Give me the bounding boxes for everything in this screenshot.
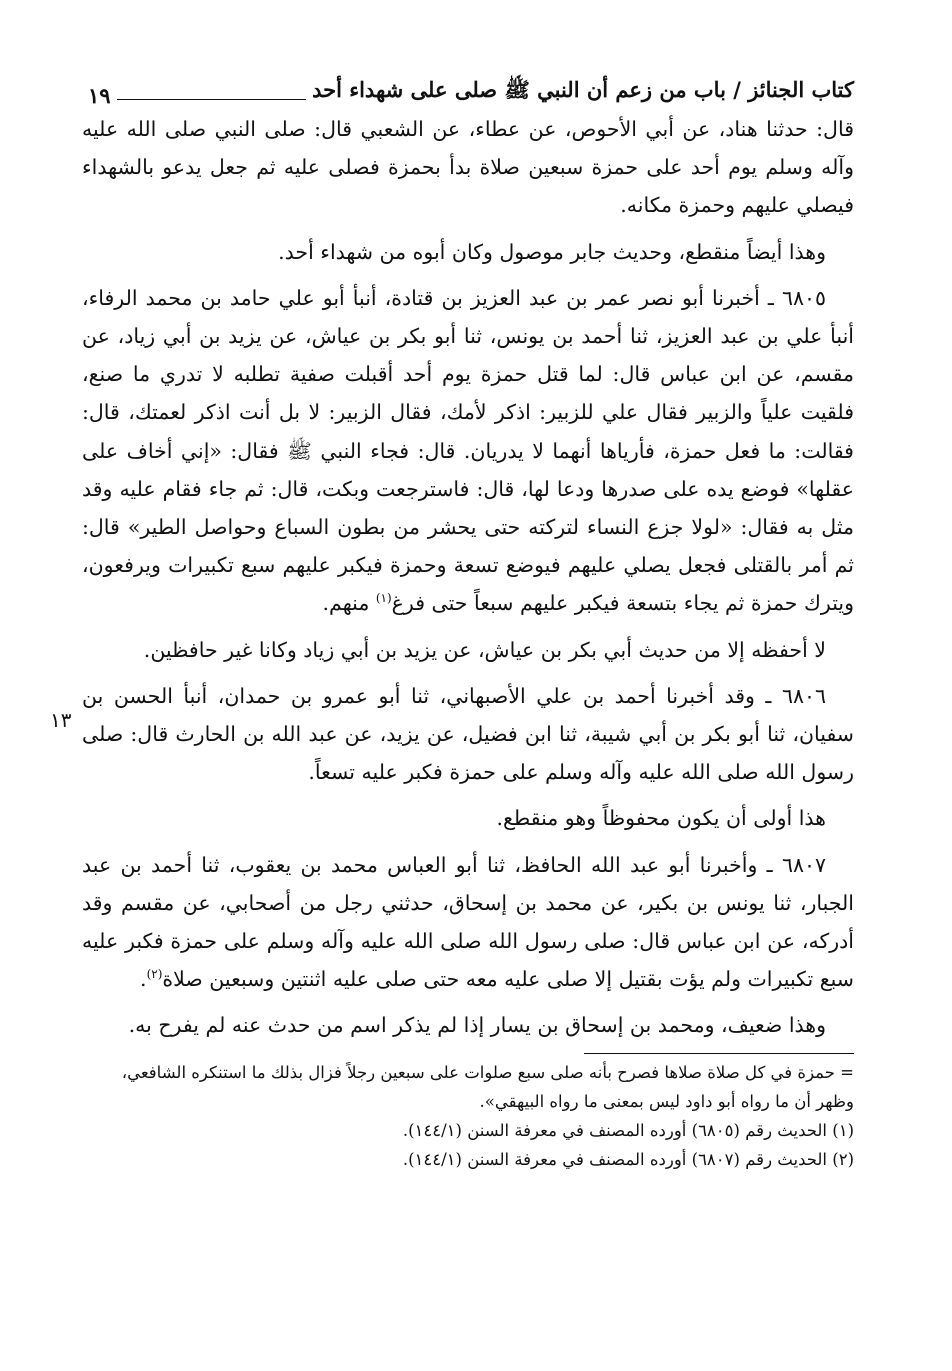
footnote-separator (584, 1053, 854, 1054)
footnotes (82, 1058, 854, 1174)
header-rule (117, 99, 307, 100)
running-header (82, 72, 854, 108)
paragraph-text: ٦٨٠٥ ـ أخبرنا أبو نصر عمر بن عبد العزيز بن قتادة، أنبأ أبو علي حامد بن محمد الرفاء، أنبأ علي بن عبد العزيز، ثنا أحمد بن يونس، ثنا أبو بكر بن عياش، عن يزيد بن أبي زياد، عن مقسم، عن ابن عباس قال: لما قتل حمزة يوم أحد أقبلت صفية تطلبه لا تدري ما صنع، فلقيت علياً والزبير فقال علي للزبير: اذكر لأمك، فقال الزبير: لا بل أنت اذكر لعمتك، قال: فقالت: ما فعل حمزة، فأرياها أنهما لا يدريان. قال: فجاء النبي ﷺ فقال: «إني أخاف على عقلها» فوضع يده على صدرها ودعا لها، قال: فاسترجعت وبكت، قال: ثم جاء فقام عليه وقد مثل به فقال: «لولا جزع النساء لتركته حتى يحشر من بطون السباع وحواصل الطير» قال: ثم أمر بالقتلى فجعل يصلي عليهم فيوضع تسعة وحمزة فيكبر عليهم سبع تكبيرات ويرفعون، ويترك حمزة ثم يجاء بتسعة فيكبر عليهم سبعاً حتى فرغ (82, 285, 854, 616)
footnote-ref-2: (٢) (146, 967, 163, 982)
paragraph-tail: منهم. (322, 591, 376, 616)
paragraph: قال: حدثنا هناد، عن أبي الأحوص، عن عطاء، عن الشعبي قال: صلى النبي صلى الله عليه وآله وسلم يوم أحد على حمزة سبعين صلاة بدأ بحمزة فصلى عليه ثم جعل يدعو بالشهداء فيصلي عليهم وحمزة مكانه. (82, 117, 854, 218)
footnote-continued: = حمزة في كل صلاة صلاها فصرح بأنه صلى سبع صلوات على سبعين رجلاً فزال بذلك ما استنكره الشافعي، وظهر أن ما رواه أبو داود ليس بمعنى ما رواه البيهقي». (121, 1062, 854, 1111)
page-number: ١٩ (88, 83, 111, 108)
footnote-ref-1: (١) (375, 591, 392, 606)
paragraph-hadith-6805 (82, 279, 854, 623)
main-text (82, 110, 854, 1045)
footnote-1: (١) الحديث رقم (٦٨٠٥) أورده المصنف في معرفة السنن (١٤٤/١). (402, 1120, 854, 1140)
footnote-2: (٢) الحديث رقم (٦٨٠٧) أورده المصنف في معرفة السنن (١٤٤/١). (402, 1149, 854, 1169)
paragraph: وهذا أيضاً منقطع، وحديث جابر موصول وكان أبوه من شهداء أحد. (278, 239, 826, 264)
paragraph-hadith-6807 (82, 846, 854, 999)
paragraph-text: ٦٨٠٧ ـ وأخبرنا أبو عبد الله الحافظ، ثنا أبو العباس محمد بن يعقوب، ثنا أحمد بن عبد الجبار، ثنا يونس بن بكير، عن محمد بن إسحاق، حدثني رجل من أصحابي، عن مقسم وقد أدركه، عن ابن عباس قال: صلى رسول الله صلى الله عليه وآله وسلم على حمزة فكبر عليه سبع تكبيرات ولم يؤت بقتيل إلا صلى عليه معه حتى صلى عليه اثنتين وسبعين صلاة (82, 852, 854, 992)
paragraph-hadith-6806: ٦٨٠٦ ـ وقد أخبرنا أحمد بن علي الأصبهاني، ثنا أبو عمرو بن حمدان، أنبأ الحسن بن سفيان، ثنا أبو بكر بن أبي شيبة، ثنا ابن فضيل، عن يزيد، عن عبد الله بن الحارث قال: صلى رسول الله صلى الله عليه وآله وسلم على حمزة فكبر عليه تسعاً. (82, 683, 854, 785)
header-title: كتاب الجنائز / باب من زعم أن النبي ﷺ صلى على شهداء أحد (312, 77, 854, 102)
paragraph: وهذا ضعيف، ومحمد بن إسحاق بن يسار إذا لم يذكر اسم من حدث عنه لم يفرح به. (128, 1013, 826, 1038)
paragraph: لا أحفظه إلا من حديث أبي بكر بن عياش، عن يزيد بن أبي زياد وكانا غير حافظين. (143, 637, 826, 662)
margin-note: ١٣ (50, 708, 72, 732)
paragraph: هذا أولى أن يكون محفوظاً وهو منقطع. (496, 806, 826, 831)
paragraph-tail: . (140, 967, 147, 992)
